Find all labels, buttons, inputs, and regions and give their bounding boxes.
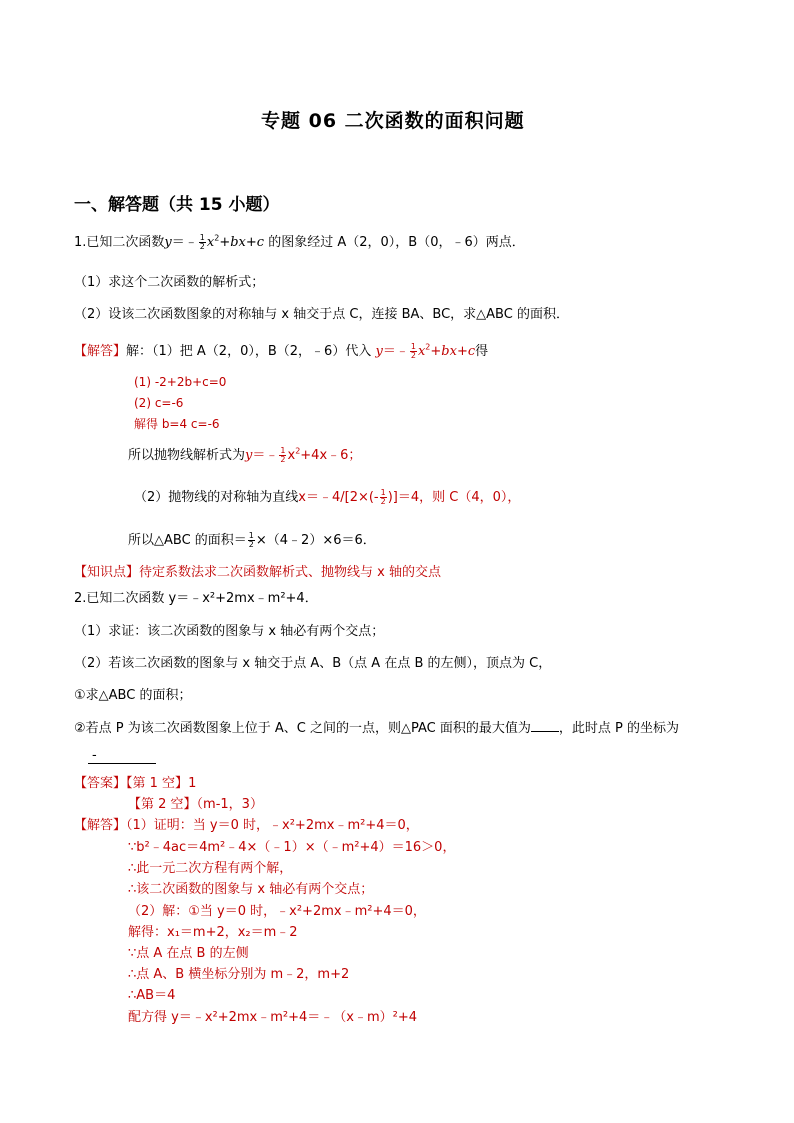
q2-solution-8: ∴点 A、B 横坐标分别为 m﹣2，m+2 bbox=[128, 967, 350, 982]
q1-stem: 1.已知二次函数y＝﹣ $\frac{1}{2}$ $x^2+bx+c$ 的图象经过 A（2，0），B（0，﹣6）两点． bbox=[74, 233, 525, 251]
q2-solution-4: ∴该二次函数的图象与 x 轴必有两个交点； bbox=[128, 882, 374, 897]
q2-part2: （2）若该二次函数的图象与 x 轴交于点 A、B（点 A 在点 B 的左侧），顶点为 C， bbox=[74, 656, 552, 671]
q2-solution-1: 【解答】（1）证明：当 y＝0 时，﹣x²+2mx﹣m²+4＝0， bbox=[74, 818, 419, 833]
q2-solution-2: ∵b²﹣4ac＝4m²﹣4×（﹣1）×（﹣m²+4）＝16＞0， bbox=[128, 840, 456, 855]
answer-blank-1 bbox=[531, 719, 559, 732]
q1-part2: （2）设该二次函数图象的对称轴与 x 轴交于点 C，连接 BA、BC，求△ABC 的面积． bbox=[74, 307, 569, 322]
q1-knowledge: 【知识点】待定系数法求二次函数解析式、抛物线与 x 轴的交点 bbox=[74, 565, 441, 580]
q1-eq2: (2) c=-6 bbox=[134, 396, 184, 410]
q2-solution-5: （2）解：①当 y＝0 时，﹣x²+2mx﹣m²+4＝0， bbox=[128, 904, 426, 919]
q2-solution-10: 配方得 y＝﹣x²+2mx﹣m²+4＝﹣（x﹣m）²+4 bbox=[128, 1010, 418, 1025]
q2-solution-9: ∴AB＝4 bbox=[128, 988, 176, 1003]
q1-eq3: 解得 b=4 c=-6 bbox=[134, 417, 220, 431]
q1-result1: 所以抛物线解析式为y＝﹣ $\frac{1}{2}$ $x^2+4x﹣6$； bbox=[128, 446, 362, 464]
q2-blank-dash: - bbox=[92, 748, 97, 763]
q1-eq1: (1) -2+2b+c=0 bbox=[134, 375, 227, 389]
q1-result3: 所以△ABC 的面积＝ $\frac{1}{2}$ ×（4﹣2）×6＝6． bbox=[128, 531, 376, 549]
q2-solution-3: ∴此一元二次方程有两个解， bbox=[128, 861, 293, 876]
page-title: 专题 06 二次函数的面积问题 bbox=[261, 110, 525, 132]
q2-answer-line1: 【答案】【第 1 空】1 bbox=[74, 776, 197, 791]
q1-answer-intro: 【解答】解：（1）把 A（2，0），B（2，﹣6）代入 y＝﹣ $\frac{1}{2}$ $x^2+bx+c$得 bbox=[74, 342, 489, 360]
q2-sub1: ①求△ABC 的面积； bbox=[74, 688, 192, 703]
q2-stem: 2.已知二次函数 y＝﹣x²+2mx﹣m²+4． bbox=[74, 591, 318, 606]
q2-solution-7: ∵点 A 在点 B 的左侧 bbox=[128, 946, 249, 961]
q2-solution-6: 解得：x₁＝m+2，x₂＝m﹣2 bbox=[128, 925, 298, 940]
fraction-half: $\frac{1}{2}$ bbox=[199, 233, 205, 251]
answer-blank-2 bbox=[88, 763, 156, 764]
q2-sub2: ②若点 P 为该二次函数图象上位于 A、C 之间的一点，则△PAC 面积的最大值为 ，此时点 P 的坐标为 bbox=[74, 721, 679, 736]
q1-result2: （2）抛物线的对称轴为直线x＝﹣4/[2×(- $\frac{1}{2}$ )]＝4，则 C（4，0）， bbox=[134, 488, 521, 506]
q2-answer-line2: 【第 2 空】（m-1，3） bbox=[128, 797, 263, 812]
q1-part1: （1）求这个二次函数的解析式； bbox=[74, 275, 265, 290]
q2-part1: （1）求证：该二次函数的图象与 x 轴必有两个交点； bbox=[74, 624, 385, 639]
section-heading: 一、解答题（共 15 小题） bbox=[74, 195, 280, 215]
